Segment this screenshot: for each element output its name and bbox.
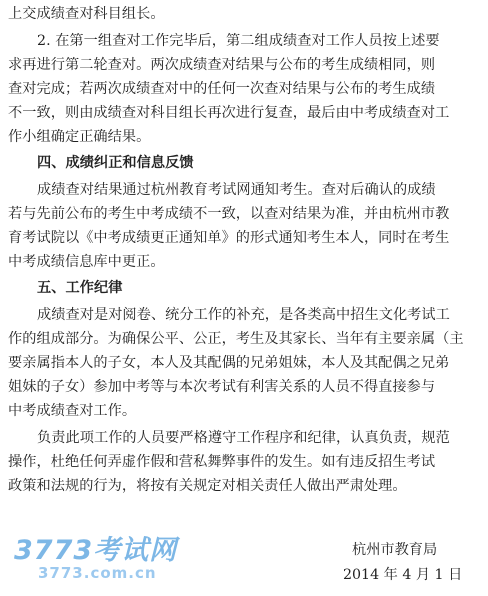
paragraph-line: 作小组确定正确结果。 [8,129,151,145]
paragraph-line: 负责此项工作的人员要严格遵守工作程序和纪律，认真负责，规范 [37,430,450,446]
watermark-url: 3773.com.cn [38,564,157,582]
paragraph-line: 上交成绩查对科目组长。 [8,6,165,22]
paragraph-line: 要亲属指本人的子女，本人及其配偶的兄弟姐妹，本人及其配偶之兄弟 [8,355,450,371]
paragraph-line: 姐妹的子女）参加中考等与本次考试有利害关系的人员不得直接参与 [8,379,436,395]
paragraph-line: 不一致，则由成绩查对科目组长再次进行复查，最后由中考成绩查对工 [8,105,450,121]
site-watermark [8,528,178,588]
paragraph-line: 操作，杜绝任何弄虚作假和营私舞弊事件的发生。如有违反招生考试 [8,454,436,470]
paragraph-line: 查对完成；若两次成绩查对中的任何一次查对结果与公布的考生成绩 [8,81,436,97]
paragraph-line: 成绩查对是对阅卷、统分工作的补充，是各类高中招生文化考试工 [37,307,450,323]
paragraph-line: 若与先前公布的考生中考成绩不一致，以查对结果为准，并由杭州市教 [8,206,450,222]
paragraph-line: 中考成绩查对工作。 [8,403,137,419]
paragraph-line: 求再进行第二轮查对。两次成绩查对结果与公布的考生成绩相同，则 [8,57,436,73]
paragraph-line: 育考试院以《中考成绩更正通知单》的形式通知考生本人，同时在考生 [8,230,450,246]
paragraph-line: 2. 在第一组查对工作完毕后，第二组成绩查对工作人员按上述要 [37,33,440,49]
section-heading: 四、成绩纠正和信息反馈 [37,155,194,171]
paragraph-line: 政策和法规的行为，将按有关规定对相关责任人做出严肃处理。 [8,478,407,494]
paragraph-line: 作的组成部分。为确保公平、公正，考生及其家长、当年有主要亲属（主 [8,331,464,347]
paragraph-line: 中考成绩信息库中更正。 [8,254,165,270]
watermark-logo-text: 3773考试网 [14,535,178,566]
issue-date: 2014 年 4 月 1 日 [343,567,463,583]
issuer-name: 杭州市教育局 [352,542,438,558]
paragraph-line: 成绩查对结果通过杭州教育考试网通知考生。查对后确认的成绩 [37,182,436,198]
section-heading: 五、工作纪律 [37,280,123,296]
